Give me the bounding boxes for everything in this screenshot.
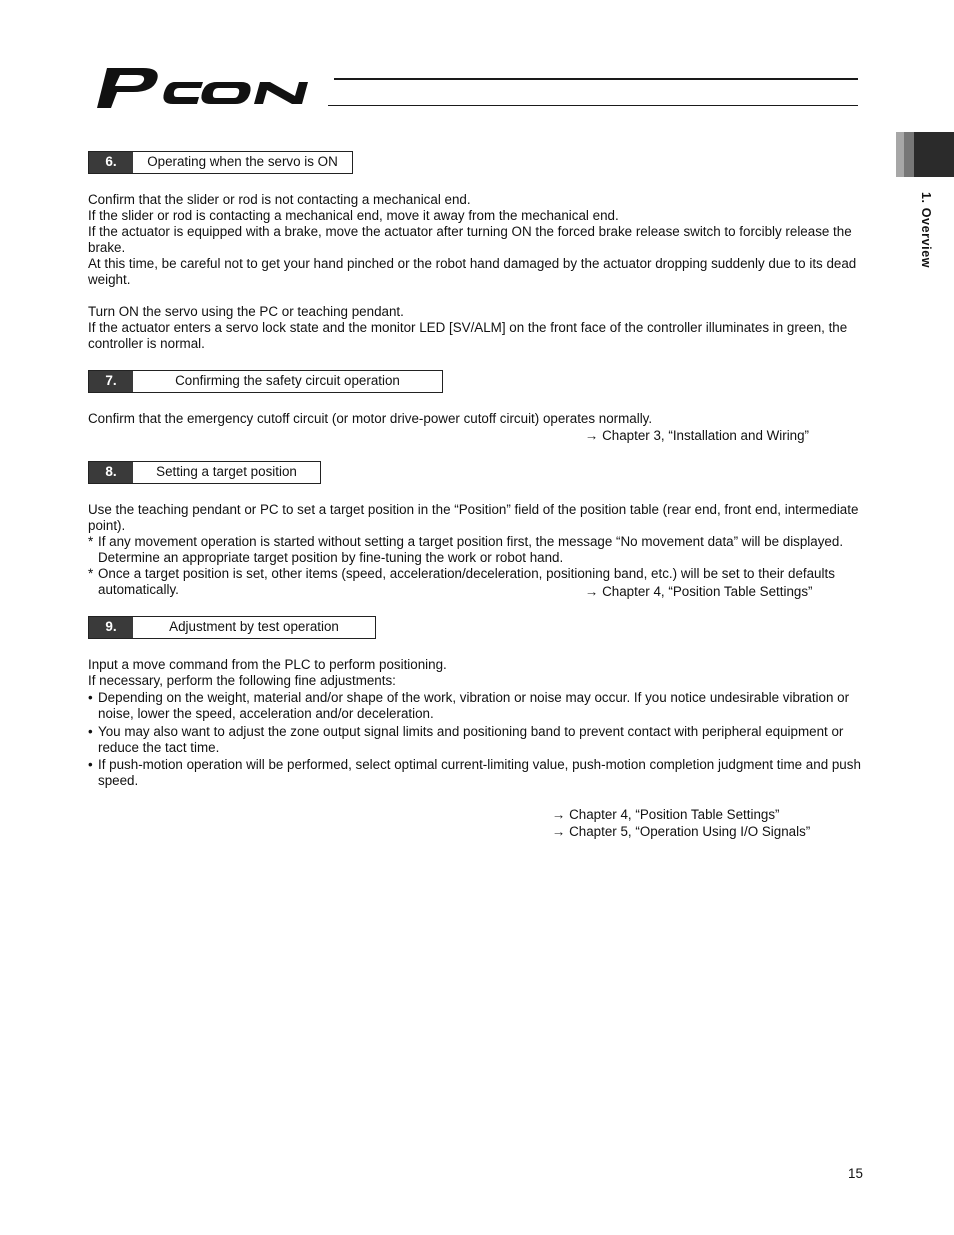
header-rule-top — [334, 78, 858, 80]
chapter-tab-marker — [896, 132, 954, 177]
paragraph: Use the teaching pendant or PC to set a target position in the “Position” field of the position table (rear end, front end, intermediate point). — [88, 502, 859, 534]
header-rule-bottom — [328, 105, 858, 106]
pcon-logo — [95, 64, 330, 110]
section-heading-9 — [88, 616, 376, 639]
section-heading-6 — [88, 151, 353, 174]
paragraph: Confirm that the emergency cutoff circuit (or motor drive-power cutoff circuit) operates normally. — [88, 411, 653, 426]
chapter-reference: → Chapter 5, “Operation Using I/O Signals” — [552, 824, 811, 839]
bullet-item: • You may also want to adjust the zone output signal limits and positioning band to prevent contact with peripheral equipment or reduce the tact time. — [88, 724, 844, 756]
section-number: 6. — [89, 152, 133, 173]
paragraph: If necessary, perform the following fine adjustments: — [88, 673, 396, 688]
note-item: * Once a target position is set, other items (speed, acceleration/deceleration, positioning band, etc.) will be set to their defaults automatically. — [88, 566, 835, 598]
section-title: Setting a target position — [156, 464, 297, 480]
page-number: 15 — [848, 1166, 863, 1181]
section-title: Operating when the servo is ON — [147, 154, 338, 170]
chapter-reference: → Chapter 4, “Position Table Settings” — [552, 807, 780, 822]
section-heading-7 — [88, 370, 443, 393]
section-title: Adjustment by test operation — [169, 619, 339, 635]
bullet-item: • Depending on the weight, material and/or shape of the work, vibration or noise may occur. If you notice undesirable vibration or noise, lower the speed, acceleration and/or deceleration. — [88, 690, 850, 722]
paragraph: Confirm that the slider or rod is not contacting a mechanical end. — [88, 192, 471, 207]
paragraph: If the slider or rod is contacting a mechanical end, move it away from the mechanical end. — [88, 208, 619, 223]
chapter-reference: → Chapter 4, “Position Table Settings” — [585, 584, 813, 599]
paragraph: If the actuator enters a servo lock state and the monitor LED [SV/ALM] on the front face of the controller illuminates in green, the controller is normal. — [88, 320, 848, 352]
section-number: 7. — [89, 371, 133, 392]
chapter-tab-label: 1. Overview — [919, 192, 934, 269]
section-heading-8 — [88, 461, 321, 484]
bullet-item: • If push-motion operation will be performed, select optimal current-limiting value, push-motion completion judgment time and push speed. — [88, 757, 861, 789]
paragraph: Input a move command from the PLC to perform positioning. — [88, 657, 447, 672]
paragraph: At this time, be careful not to get your hand pinched or the robot hand damaged by the actuator dropping suddenly due to its dead weight. — [88, 256, 857, 288]
paragraph: If the actuator is equipped with a brake, move the actuator after turning ON the forced brake release switch to forcibly release the brake. — [88, 224, 852, 256]
section-number: 8. — [89, 462, 133, 483]
chapter-reference: → Chapter 3, “Installation and Wiring” — [585, 428, 810, 443]
section-number: 9. — [89, 617, 133, 638]
note-item: * If any movement operation is started without setting a target position first, the message “No movement data” will be displayed. Determine an appropriate target position by fine-tuning the work or robot hand. — [88, 534, 844, 566]
paragraph: Turn ON the servo using the PC or teaching pendant. — [88, 304, 404, 319]
section-title: Confirming the safety circuit operation — [175, 373, 400, 389]
